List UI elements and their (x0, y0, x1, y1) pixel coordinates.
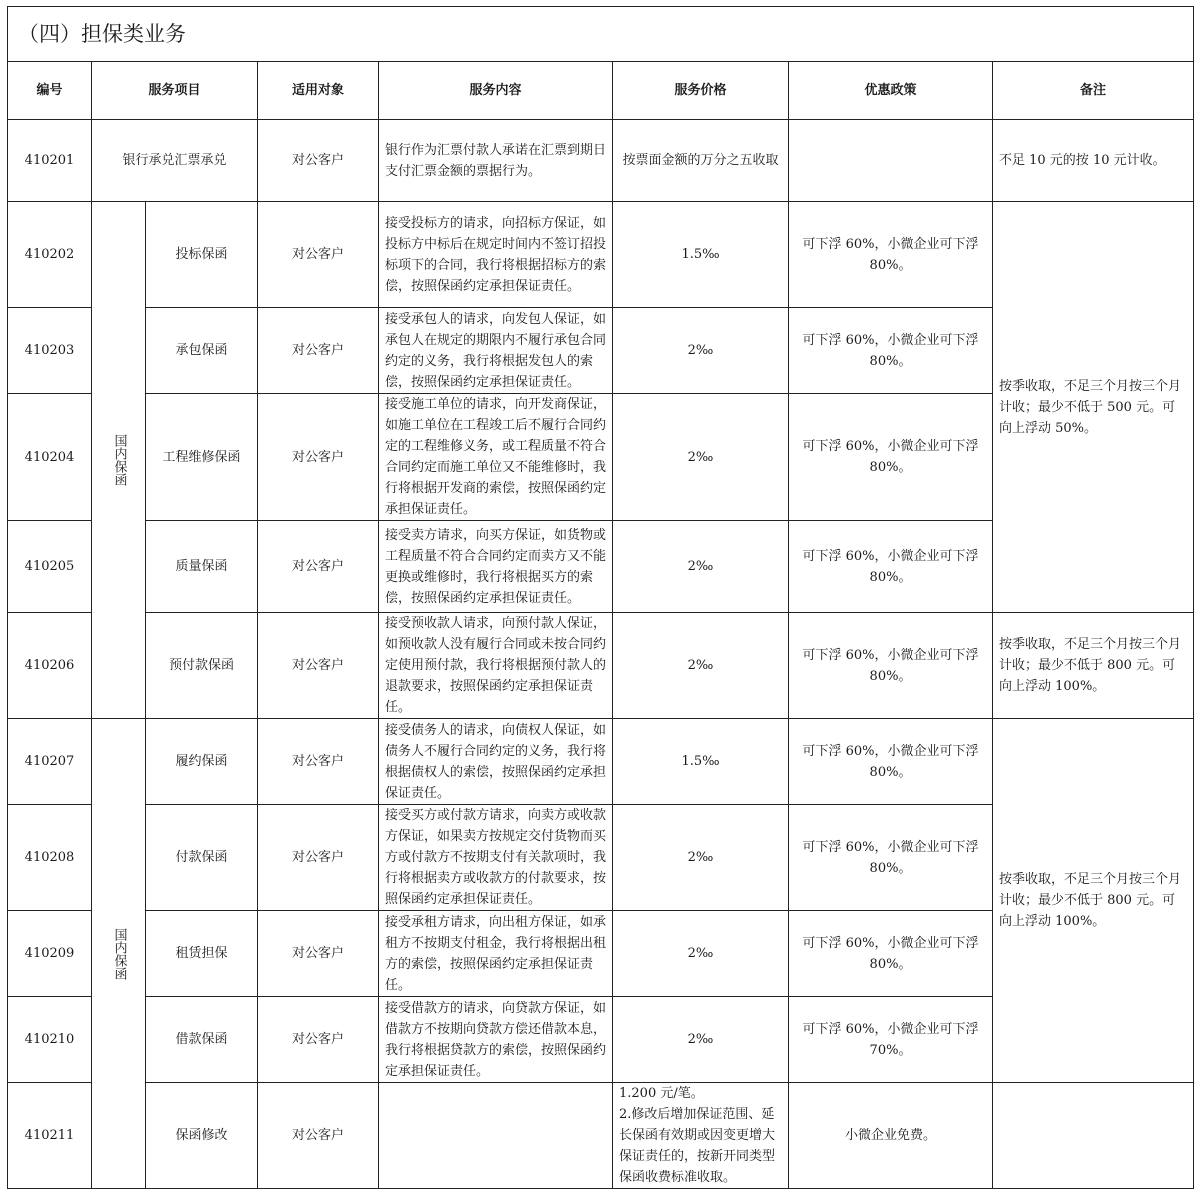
row-item: 质量保函 (146, 521, 258, 613)
table-row (8, 120, 1194, 202)
row-code: 410206 (8, 613, 92, 719)
row-code: 410201 (8, 120, 92, 202)
row-content: 接受投标方的请求，向招标方保证，如投标方中标后在规定时间内不签订招投标项下的合同，我行将根据招标方的索偿，按照保函约定承担保证责任。 (379, 202, 613, 308)
row-code: 410203 (8, 308, 92, 394)
header-discount: 优惠政策 (789, 62, 993, 120)
price-line-2: 2.修改后增加保证范围、延长保函有效期或因变更增大保证责任的，按新开同类型保函收费标准收取。 (619, 1107, 776, 1185)
table-row (8, 613, 1194, 719)
row-code: 410209 (8, 911, 92, 997)
row-target: 对公客户 (258, 202, 379, 308)
row-price: 2‰ (613, 997, 789, 1083)
row-item: 履约保函 (146, 719, 258, 805)
row-target: 对公客户 (258, 394, 379, 521)
row-code: 410211 (8, 1083, 92, 1189)
row-content: 接受卖方请求，向买方保证，如货物或工程质量不符合合同约定而卖方又不能更换或维修时，我行将根据买方的索偿，按照保函约定承担保证责任。 (379, 521, 613, 613)
remark-merged-1: 按季收取，不足三个月按三个月计收；最少不低于 500 元。可向上浮动 50%。 (993, 202, 1194, 613)
row-target: 对公客户 (258, 805, 379, 911)
row-content: 接受承包人的请求，向发包人保证，如承包人在规定的期限内不履行承包合同约定的义务，我行将根据发包人的索偿，按照保函约定承担保证责任。 (379, 308, 613, 394)
row-item: 保函修改 (146, 1083, 258, 1189)
row-item: 承包保函 (146, 308, 258, 394)
row-target: 对公客户 (258, 613, 379, 719)
fee-table-page (7, 6, 1194, 1189)
row-discount: 可下浮 60%，小微企业可下浮 80%。 (789, 521, 993, 613)
row-price: 按票面金额的万分之五收取 (613, 120, 789, 202)
row-content: 接受施工单位的请求，向开发商保证，如施工单位在工程竣工后不履行合同约定的工程维修义务，或工程质量不符合合同约定而施工单位又不能维修时，我行将根据开发商的索偿，按照保函约定承担保证责任。 (379, 394, 613, 521)
row-discount: 可下浮 60%，小微企业可下浮 80%。 (789, 911, 993, 997)
row-target: 对公客户 (258, 911, 379, 997)
row-item: 投标保函 (146, 202, 258, 308)
row-remark (993, 1083, 1194, 1189)
table-row (8, 1083, 1194, 1189)
row-code: 410204 (8, 394, 92, 521)
row-code: 410210 (8, 997, 92, 1083)
group-label-text: 国内保函 (111, 927, 127, 980)
row-price: 2‰ (613, 613, 789, 719)
row-discount: 可下浮 60%，小微企业可下浮 80%。 (789, 719, 993, 805)
row-item: 预付款保函 (146, 613, 258, 719)
row-discount (789, 120, 993, 202)
row-content: 接受债务人的请求，向债权人保证，如债务人不履行合同约定的义务，我行将根据债权人的索偿，按照保函约定承担保证责任。 (379, 719, 613, 805)
row-discount: 可下浮 60%，小微企业可下浮 80%。 (789, 805, 993, 911)
header-content: 服务内容 (379, 62, 613, 120)
row-content: 接受借款方的请求，向贷款方保证，如借款方不按期向贷款方偿还借款本息，我行将根据贷款方的索偿，按照保函约定承担保证责任。 (379, 997, 613, 1083)
row-price (613, 1083, 789, 1189)
row-content: 接受买方或付款方请求，向卖方或收款方保证，如果卖方按规定交付货物而买方或付款方不按期支付有关款项时，我行将根据卖方或收款方的付款要求，按照保函约定承担保证责任。 (379, 805, 613, 911)
section-title: （四）担保类业务 (8, 7, 1194, 62)
guarantee-fee-table (7, 6, 1194, 1189)
row-item: 付款保函 (146, 805, 258, 911)
row-remark: 不足 10 元的按 10 元计收。 (993, 120, 1194, 202)
row-item: 租赁担保 (146, 911, 258, 997)
row-discount: 可下浮 60%，小微企业可下浮 80%。 (789, 202, 993, 308)
header-price: 服务价格 (613, 62, 789, 120)
row-discount: 可下浮 60%，小微企业可下浮 80%。 (789, 394, 993, 521)
row-price: 2‰ (613, 394, 789, 521)
row-discount: 可下浮 60%，小微企业可下浮 80%。 (789, 613, 993, 719)
row-price: 2‰ (613, 911, 789, 997)
group-label-text: 国内保函 (111, 434, 127, 486)
row-price: 2‰ (613, 805, 789, 911)
price-line-1: 1.200 元/笔。 (619, 1086, 704, 1101)
row-code: 410208 (8, 805, 92, 911)
row-content: 接受承租方请求，向出租方保证，如承租方不按期支付租金，我行将根据出租方的索偿，按照保函约定承担保证责任。 (379, 911, 613, 997)
header-item: 服务项目 (92, 62, 258, 120)
table-row (8, 202, 1194, 308)
row-content (379, 1083, 613, 1189)
row-content: 银行作为汇票付款人承诺在汇票到期日支付汇票金额的票据行为。 (379, 120, 613, 202)
row-item: 工程维修保函 (146, 394, 258, 521)
row-target: 对公客户 (258, 521, 379, 613)
row-discount: 小微企业免费。 (789, 1083, 993, 1189)
row-price: 2‰ (613, 521, 789, 613)
row-item: 银行承兑汇票承兑 (92, 120, 258, 202)
row-price: 1.5‰ (613, 202, 789, 308)
row-target: 对公客户 (258, 308, 379, 394)
remark-merged-3: 按季收取，不足三个月按三个月计收；最少不低于 800 元。可向上浮动 100%。 (993, 719, 1194, 1083)
row-code: 410207 (8, 719, 92, 805)
remark-merged-2: 按季收取，不足三个月按三个月计收；最少不低于 800 元。可向上浮动 100%。 (993, 613, 1194, 719)
row-discount: 可下浮 60%，小微企业可下浮 80%。 (789, 308, 993, 394)
row-price: 1.5‰ (613, 719, 789, 805)
row-target: 对公客户 (258, 1083, 379, 1189)
table-row (8, 719, 1194, 805)
header-code: 编号 (8, 62, 92, 120)
row-target: 对公客户 (258, 120, 379, 202)
row-price: 2‰ (613, 308, 789, 394)
header-row (8, 62, 1194, 120)
row-code: 410205 (8, 521, 92, 613)
header-remark: 备注 (993, 62, 1194, 120)
row-item: 借款保函 (146, 997, 258, 1083)
row-target: 对公客户 (258, 719, 379, 805)
header-target: 适用对象 (258, 62, 379, 120)
row-code: 410202 (8, 202, 92, 308)
row-content: 接受预收款人请求，向预付款人保证，如预收款人没有履行合同或未按合同约定使用预付款，我行将根据预付款人的退款要求，按照保函约定承担保证责任。 (379, 613, 613, 719)
row-discount: 可下浮 60%，小微企业可下浮 70%。 (789, 997, 993, 1083)
row-target: 对公客户 (258, 997, 379, 1083)
group-label-domestic-guarantee-1 (92, 202, 146, 719)
group-label-domestic-guarantee-2 (92, 719, 146, 1189)
